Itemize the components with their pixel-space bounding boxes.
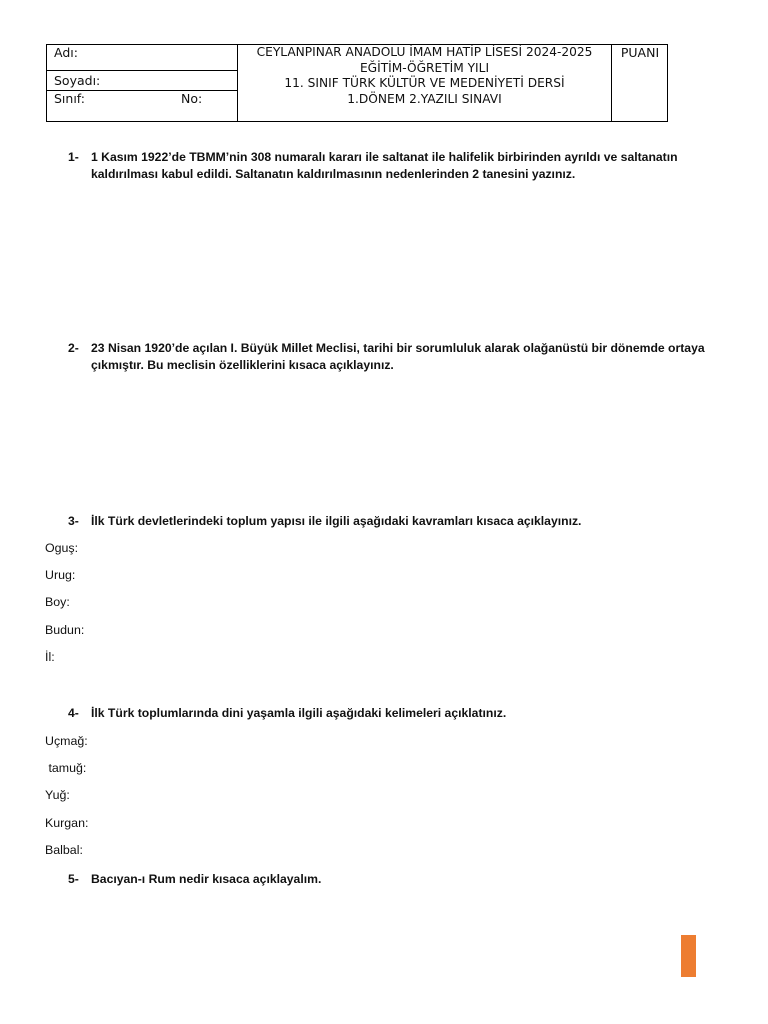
- question-line: 1 Kasım 1922’de TBMM’nin 308 numaralı kararı ile saltanat ile halifelik birbirinden ayrıldı ve saltanatın: [91, 150, 678, 164]
- class-row: [47, 91, 237, 121]
- question-line: kaldırılması kabul edildi. Saltanatın kaldırılmasının nedenlerinden 2 tanesini yazınız.: [91, 167, 576, 181]
- question-line: çıkmıştır. Bu meclisin özelliklerini kısaca açıklayınız.: [91, 358, 394, 372]
- term-yug: Yuğ:: [45, 788, 70, 802]
- exam-header-table: [46, 44, 668, 122]
- term-ucmag: Uçmağ:: [45, 734, 88, 748]
- question-text: [91, 705, 731, 722]
- term-tamug: tamuğ:: [45, 761, 87, 775]
- class-label: Sınıf:: [54, 91, 85, 106]
- surname-row: [47, 71, 237, 91]
- question-line: İlk Türk devletlerindeki toplum yapısı ile ilgili aşağıdaki kavramları kısaca açıklayınız.: [91, 514, 582, 528]
- score-label: PUANI: [620, 45, 660, 60]
- course-line: 11. SINIF TÜRK KÜLTÜR VE MEDENİYETİ DERSİ: [284, 76, 565, 90]
- name-row: [47, 45, 237, 71]
- term-balbal: Balbal:: [45, 843, 83, 857]
- number-label: No:: [181, 91, 203, 106]
- exam-title-block: [238, 45, 611, 107]
- question-text: [91, 340, 731, 374]
- question-line: Bacıyan-ı Rum nedir kısaca açıklayalım.: [91, 872, 322, 886]
- score-column: [611, 45, 668, 121]
- term-urug: Urug:: [45, 568, 76, 582]
- term-ogus: Oguş:: [45, 541, 79, 555]
- question-number: 3-: [68, 514, 79, 528]
- exam-line: 1.DÖNEM 2.YAZILI SINAVI: [347, 91, 502, 106]
- term-il: İl:: [45, 650, 55, 664]
- question-number: 4-: [68, 706, 79, 720]
- surname-label: Soyadı:: [54, 73, 101, 88]
- question-text: [91, 513, 731, 530]
- question-text: [91, 871, 731, 888]
- term-boy: Boy:: [45, 595, 70, 609]
- name-label: Adı:: [54, 45, 78, 60]
- term-kurgan: Kurgan:: [45, 816, 89, 830]
- question-number: 5-: [68, 872, 79, 886]
- question-line: İlk Türk toplumlarında dini yaşamla ilgili aşağıdaki kelimeleri açıklatınız.: [91, 706, 507, 720]
- year-line: EĞİTİM-ÖĞRETİM YILI: [359, 60, 490, 75]
- question-line: 23 Nisan 1920’de açılan I. Büyük Millet Meclisi, tarihi bir sorumluluk alarak olağanüstü bir dönemde ortaya: [91, 341, 705, 355]
- student-info-column: [47, 45, 238, 121]
- question-text: [91, 149, 731, 183]
- school-line: CEYLANPINAR ANADOLU İMAM HATİP LİSESİ 2024-2025: [256, 45, 593, 59]
- page-marker: [681, 935, 696, 977]
- term-budun: Budun:: [45, 623, 85, 637]
- question-number: 1-: [68, 150, 79, 164]
- question-number: 2-: [68, 341, 79, 355]
